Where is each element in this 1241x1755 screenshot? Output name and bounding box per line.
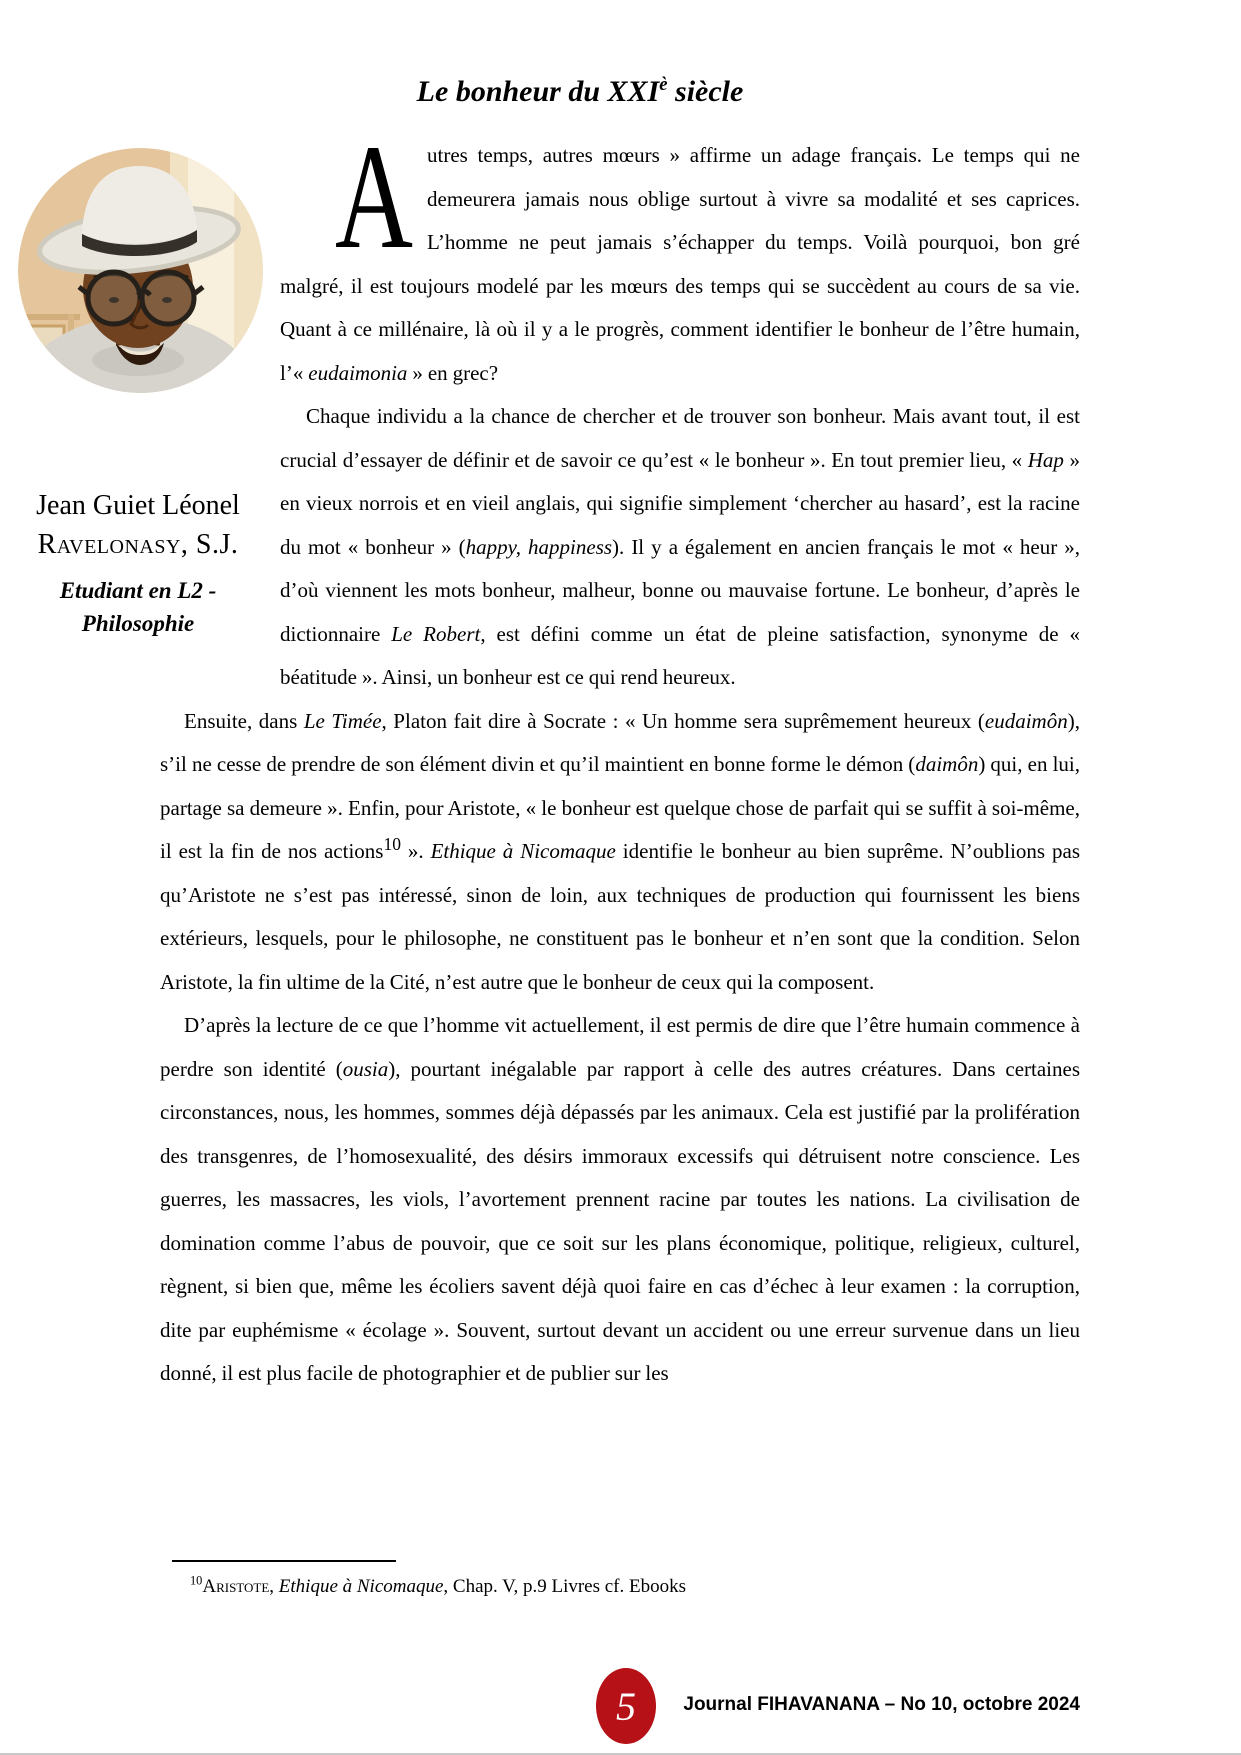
page-title-text: Le bonheur du XXI [416, 75, 660, 108]
author-last-name: Ravelonasy, S.J. [37, 529, 239, 560]
author-role-line1: Etudiant en L2 - [59, 578, 217, 603]
footnote: $^{10}$Aristote, Ethique à Nicomaque, Chap. V, p.9 Livres cf. Ebooks [190, 1573, 687, 1597]
page-title-text-end: siècle [667, 75, 744, 108]
footnote-separator [172, 1560, 396, 1562]
author-role-line2: Philosophie [81, 611, 195, 636]
article-paragraph: Ensuite, dans Le Timée, Platon fait dire à Socrate : « Un homme sera suprêmement heureux (eudaimôn), s’il ne cesse de prendre de son élément divin et qu’il maintient en bonne forme le démon (daimôn) qui, en lui, partage sa demeure ». Enfin, pour Aristote, « le bonheur est quelque chose de parfait qui se suffit à soi-même, il est la fin de nos actions$^{10}$ ». Ethique à Nicomaque identifie le bonheur au bien suprême. N’oublions pas qu’Aristote ne s’est pas intéressé, sinon de loin, aux techniques de production qui fournissent les biens extérieurs, lesquels, pour le philosophe, ne constituent pas le bonheur et n’en sont que la condition. Selon Aristote, la fin ultime de la Cité, n’est autre que le bonheur de ceux qui la composent. [160, 708, 1081, 994]
article-paragraph: Chaque individu a la chance de chercher et de trouver son bonheur. Mais avant tout, il est crucial d’essayer de définir et de savoir ce qu’est « le bonheur ». En tout premier lieu, « Hap » en vieux norrois et en vieil anglais, qui signifie simplement ‘chercher au hasard’, est la racine du mot « bonheur » (happy, happiness). Il y a également en ancien français le mot « heur », d’où viennent les mots bonheur, malheur, bonne ou mauvaise fortune. Le bonheur, d’après le dictionnaire Le Robert, est défini comme un état de pleine satisfaction, synonyme de « béatitude ». Ainsi, un bonheur est ce qui rend heureux. [280, 404, 1081, 689]
author-first-names: Jean Guiet Léonel [36, 490, 240, 521]
page-number: 5 [616, 1683, 636, 1729]
journal-footer-text: Journal FIHAVANANA – No 10, octobre 2024 [683, 1694, 1080, 1715]
article-body [160, 700, 1080, 1396]
footnote-block [160, 1560, 1080, 1600]
article-intro-column [280, 114, 1081, 700]
page-number-badge [596, 1668, 656, 1744]
dropcap-letter: A [335, 114, 413, 280]
article-content [160, 114, 1081, 1396]
article-paragraph: Autres temps, autres mœurs » affirme un adage français. Le temps qui ne demeurera jamais nous oblige surtout à vivre sa modalité et ses caprices. L’homme ne peut jamais s’échapper du temps. Voilà pourquoi, bon gré malgré, il est toujours modelé par les mœurs des temps qui se succèdent au cours de sa vie. Quant à ce millénaire, là où il y a le progrès, comment identifier le bonheur de l’être humain, l’« eudaimonia » en grec? [280, 114, 1080, 385]
article-paragraph: D’après la lecture de ce que l’homme vit actuellement, il est permis de dire que l’être humain commence à perdre son identité (ousia), pourtant inégalable par rapport à celle des autres créatures. Dans certaines circonstances, nous, les hommes, sommes déjà dépassés par les animaux. Cela est justifié par la prolifération des transgenres, de l’homosexualité, des désirs immoraux excessifs qui détruisent notre conscience. Les guerres, les massacres, les viols, l’avortement prennent racine par toutes les nations. La civilisation de domination comme l’abus de pouvoir, que ce soit sur les plans économique, politique, religieux, culturel, règnent, si bien que, même les écoliers savent déjà quoi faire en cas d’échec à leur examen : la corruption, dite par euphémisme « écolage ». Souvent, surtout devant un accident ou une erreur survenue dans un lieu donné, il est plus facile de photographier et de publier sur les [160, 1013, 1081, 1385]
page-title-superscript: è [659, 74, 668, 95]
page-title [120, 72, 1040, 112]
